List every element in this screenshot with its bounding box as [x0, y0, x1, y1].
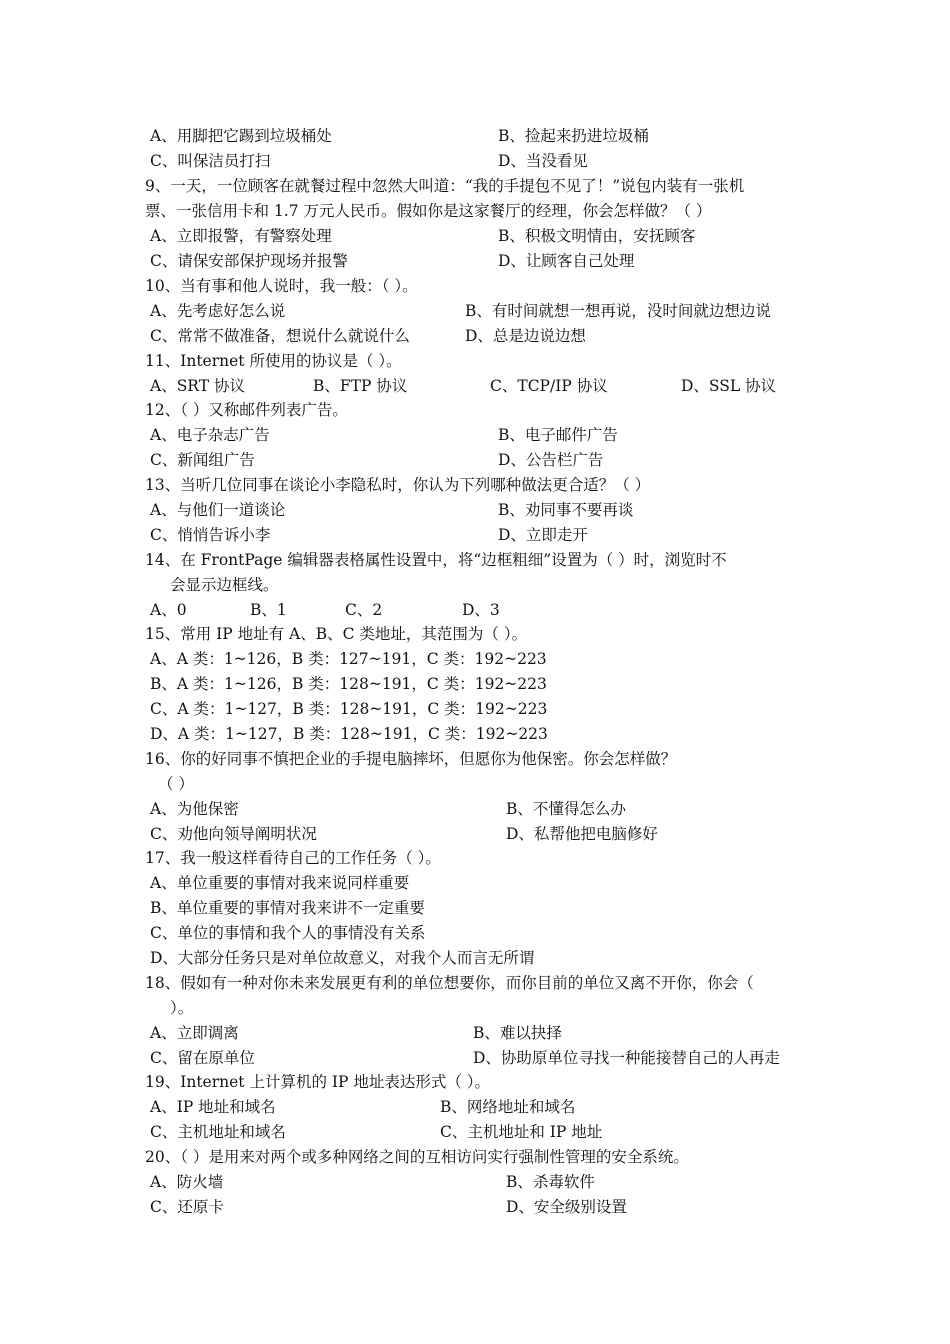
- text-line: A、单位重要的事情对我来说同样重要: [150, 874, 410, 892]
- text-line: C、单位的事情和我个人的事情没有关系: [150, 924, 426, 942]
- text-line: 10、当有事和他人说时，我一般：（ ）。: [145, 277, 418, 295]
- text-line: 11、Internet 所使用的协议是（ ）。: [145, 352, 402, 370]
- text-line: C、还原卡: [150, 1198, 224, 1216]
- text-line: D、大部分任务只是对单位故意义，对我个人而言无所谓: [150, 949, 535, 967]
- option-text: C、2: [345, 601, 383, 619]
- option-text: B、难以抉择: [473, 1024, 562, 1042]
- text-line: C、新闻组广告: [150, 451, 255, 469]
- text-line: A、用脚把它踢到垃圾桶处: [150, 127, 332, 145]
- text-line: A、防火墙: [150, 1173, 224, 1191]
- text-line: A、立即报警，有警察处理: [150, 227, 332, 245]
- option-text: B、杀毒软件: [506, 1173, 595, 1191]
- text-line: A、为他保密: [150, 800, 239, 818]
- option-text: D、让顾客自己处理: [498, 252, 635, 270]
- text-line: 9、一天，一位顾客在就餐过程中忽然大叫道：“我的手提包不见了！”说包内装有一张机: [145, 177, 745, 195]
- option-text: B、捡起来扔进垃圾桶: [498, 127, 649, 145]
- text-line: C、劝他向领导阐明状况: [150, 825, 317, 843]
- text-line: C、A 类：1~127，B 类：128~191，C 类：192~223: [150, 700, 548, 718]
- option-text: B、有时间就想一想再说，没时间就边想边说: [465, 302, 771, 320]
- option-text: B、网络地址和域名: [440, 1098, 576, 1116]
- text-line: （ ）: [158, 775, 194, 793]
- text-line: 17、我一般这样看待自己的工作任务（ ）。: [145, 849, 441, 867]
- option-text: D、立即走开: [498, 526, 588, 544]
- option-text: D、3: [462, 601, 500, 619]
- text-line: C、留在原单位: [150, 1049, 255, 1067]
- text-line: ）。: [170, 999, 194, 1017]
- option-text: B、积极文明情由，安抚顾客: [498, 227, 696, 245]
- text-line: 19、Internet 上计算机的 IP 地址表达形式（ ）。: [145, 1073, 491, 1091]
- text-line: A、先考虑好怎么说: [150, 302, 286, 320]
- text-line: C、主机地址和域名: [150, 1123, 286, 1141]
- text-line: C、请保安部保护现场并报警: [150, 252, 348, 270]
- text-line: A、IP 地址和域名: [150, 1098, 276, 1116]
- text-line: A、0: [150, 601, 187, 619]
- text-line: B、A 类：1~126，B 类：128~191，C 类：192~223: [150, 675, 547, 693]
- text-line: 14、在 FrontPage 编辑器表格属性设置中，将“边框粗细”设置为（ ）时，浏览时不: [145, 551, 727, 569]
- text-line: A、A 类：1~126，B 类：127~191，C 类：192~223: [150, 650, 547, 668]
- option-text: D、安全级别设置: [506, 1198, 627, 1216]
- text-line: D、A 类：1~127，B 类：128~191，C 类：192~223: [150, 725, 548, 743]
- option-text: B、劝同事不要再谈: [498, 501, 634, 519]
- text-line: 13、当听几位同事在谈论小李隐私时，你认为下列哪种做法更合适？（ ）: [145, 476, 651, 494]
- text-line: C、叫保洁员打扫: [150, 152, 271, 170]
- option-text: D、SSL 协议: [681, 377, 777, 395]
- option-text: D、总是边说边想: [465, 327, 586, 345]
- option-text: D、公告栏广告: [498, 451, 604, 469]
- option-text: B、不懂得怎么办: [506, 800, 626, 818]
- text-line: A、与他们一道谈论: [150, 501, 286, 519]
- option-text: B、1: [250, 601, 287, 619]
- text-line: 会显示边框线。: [170, 576, 279, 594]
- option-text: B、电子邮件广告: [498, 426, 618, 444]
- text-line: C、常常不做准备，想说什么就说什么: [150, 327, 410, 345]
- text-line: B、单位重要的事情对我来讲不一定重要: [150, 899, 425, 917]
- option-text: C、TCP/IP 协议: [490, 377, 608, 395]
- text-line: 16、你的好同事不慎把企业的手提电脑摔坏，但愿你为他保密。你会怎样做？: [145, 750, 677, 768]
- text-line: A、电子杂志广告: [150, 426, 270, 444]
- text-line: 票、一张信用卡和 1.7 万元人民币。假如你是这家餐厅的经理，你会怎样做？（ ）: [145, 202, 712, 220]
- text-line: 12、（ ）又称邮件列表广告。: [145, 401, 348, 419]
- text-line: 15、常用 IP 地址有 A、B、C 类地址，其范围为（ ）。: [145, 625, 528, 643]
- option-text: D、当没看见: [498, 152, 588, 170]
- option-text: D、私帮他把电脑修好: [506, 825, 658, 843]
- option-text: D、协助原单位寻找一种能接替自己的人再走: [473, 1049, 780, 1067]
- text-line: 18、假如有一种对你未来发展更有利的单位想要你，而你目前的单位又离不开你，你会（: [145, 974, 754, 992]
- text-line: A、SRT 协议: [150, 377, 245, 395]
- text-line: A、立即调离: [150, 1024, 239, 1042]
- text-line: 20、（ ）是用来对两个或多种网络之间的互相访问实行强制性管理的安全系统。: [145, 1148, 689, 1166]
- text-line: C、悄悄告诉小李: [150, 526, 271, 544]
- option-text: C、主机地址和 IP 地址: [440, 1123, 603, 1141]
- option-text: B、FTP 协议: [313, 377, 408, 395]
